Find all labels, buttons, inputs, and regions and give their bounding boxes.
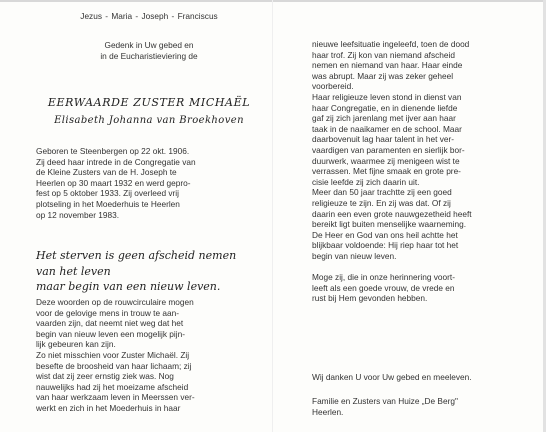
text-line: duurwerk, waarmee zij menigeen wist te: [312, 155, 460, 166]
right-body-text: [312, 39, 524, 304]
text-line: Meer dan 50 jaar trachtte zij een goed: [312, 187, 452, 198]
family-line: Familie en Zusters van Huize „De Berg": [312, 396, 458, 406]
paragraph: [36, 350, 262, 414]
text-line: leeft als een goede vrouw, de vrede en: [312, 282, 455, 293]
remembrance-line: in de Eucharistieviering de: [100, 50, 198, 61]
text-line: begin van nieuw leven een mogelijk pijn-: [36, 328, 185, 339]
text-line: Deze woorden op de rouwcirculaire mogen: [36, 297, 194, 307]
deceased-full-name: Elisabeth Johanna van Broekhoven: [54, 115, 244, 126]
text-line: nemen en niemand van haar. Haar einde: [312, 60, 463, 71]
card-fold-line: [272, 0, 273, 432]
bio-line: plotseling in het Moederhuis te Heerlen: [36, 198, 180, 209]
text-line: Moge zij, die in onze herinnering voort-: [312, 272, 455, 283]
text-line: van haar werkzaam leven in Meerssen ver-: [36, 392, 195, 403]
text-line: bereikt ligt buiten menselijke waarneming.: [312, 219, 467, 230]
paragraph: [312, 272, 524, 304]
text-line: begin van nieuw leven.: [312, 250, 397, 261]
text-line: gaf zij zich jarenlang met ijver aan haar: [312, 113, 456, 124]
bio-line: de Kleine Zusters van de H. Joseph te: [36, 167, 177, 178]
paragraph: [312, 92, 524, 187]
text-line: taak in de naaikamer en de school. Maar: [312, 123, 462, 134]
text-line: nieuwe leefsituatie ingeleefd, toen de dood: [312, 39, 470, 49]
text-line: was abrupt. Maar zij was zeker geheel: [312, 70, 454, 81]
paragraph: [312, 39, 524, 92]
text-line: vaarden zijn, dat neemt niet weg dat het: [36, 318, 184, 329]
text-line: voor de gelovige mens in trouw te aan-: [36, 307, 179, 318]
quote-line: maar begin van een nieuw leven.: [36, 280, 221, 293]
text-line: haar Congregatie, en in dienende liefde: [312, 102, 458, 113]
paragraph: [312, 187, 524, 261]
text-line: lijk gebeuren kan zijn.: [36, 339, 116, 350]
text-line: verrassen. Met fijne smaak en grote pre-: [312, 166, 461, 177]
text-line: daarin een even grote nauwgezetheid heeft: [312, 208, 472, 219]
bio-line: Heerlen op 30 maart 1932 en werd gepro-: [36, 177, 191, 188]
remembrance-intro: [36, 40, 262, 61]
holy-names: Jezus - Maria - Joseph - Franciscus: [80, 11, 218, 21]
text-line: rust bij Hem gevonden hebben.: [312, 293, 428, 304]
bio-line: fest op 5 oktober 1933. Zij overleed vrij: [36, 188, 179, 199]
text-line: religieuze te zijn. En zij was dat. Of zij: [312, 197, 451, 208]
text-line: wist dat zij zeer ernstig ziek was. Nog: [36, 371, 174, 382]
text-line: cisie leefde zij zich daarin uit.: [312, 176, 420, 187]
text-line: blijkbaar voldoende: Hij riep haar tot het: [312, 240, 459, 251]
paragraph: [36, 297, 262, 350]
text-line: De Heer en God van ons heil achtte het: [312, 229, 458, 240]
text-line: voorbereid.: [312, 81, 354, 92]
remembrance-line: Gedenk in Uw gebed en: [104, 40, 194, 50]
quote-line: van het leven: [36, 264, 111, 278]
text-line: werkt en zich in het Moederhuis in haar: [36, 402, 181, 413]
paragraph-gap: [312, 261, 524, 272]
bio-line: Zij deed haar intrede in de Congregatie van: [36, 156, 196, 167]
text-line: vaardigen van paramenten en sierlijk bor-: [312, 144, 465, 155]
text-line: besefte de broosheid van haar lichaam; zij: [36, 360, 192, 371]
biography: [36, 146, 262, 220]
left-body-text: [36, 297, 262, 414]
bio-line: op 12 november 1983.: [36, 209, 120, 220]
family-line: Heerlen.: [312, 406, 344, 417]
memorial-quote: [36, 248, 262, 295]
text-line: Haar religieuze leven stond in dienst van: [312, 91, 462, 102]
deceased-title: EERWAARDE ZUSTER MICHAËL: [47, 96, 251, 109]
family-signature: [312, 396, 524, 417]
text-line: daarbovenuit lag haar talent in het ver-: [312, 134, 455, 145]
quote-line: Het sterven is geen afscheid nemen: [36, 249, 237, 262]
text-line: haar trof. Zij kon van niemand afscheid: [312, 49, 455, 60]
text-line: Zo niet misschien voor Zuster Michaël. Zij: [36, 349, 190, 360]
bio-line: Geboren te Steenbergen op 22 okt. 1906.: [36, 146, 190, 156]
thanks-line: Wij danken U voor Uw gebed en meeleven.: [312, 372, 472, 382]
text-line: nauwelijks had zij het moeizame afscheid: [36, 381, 189, 392]
